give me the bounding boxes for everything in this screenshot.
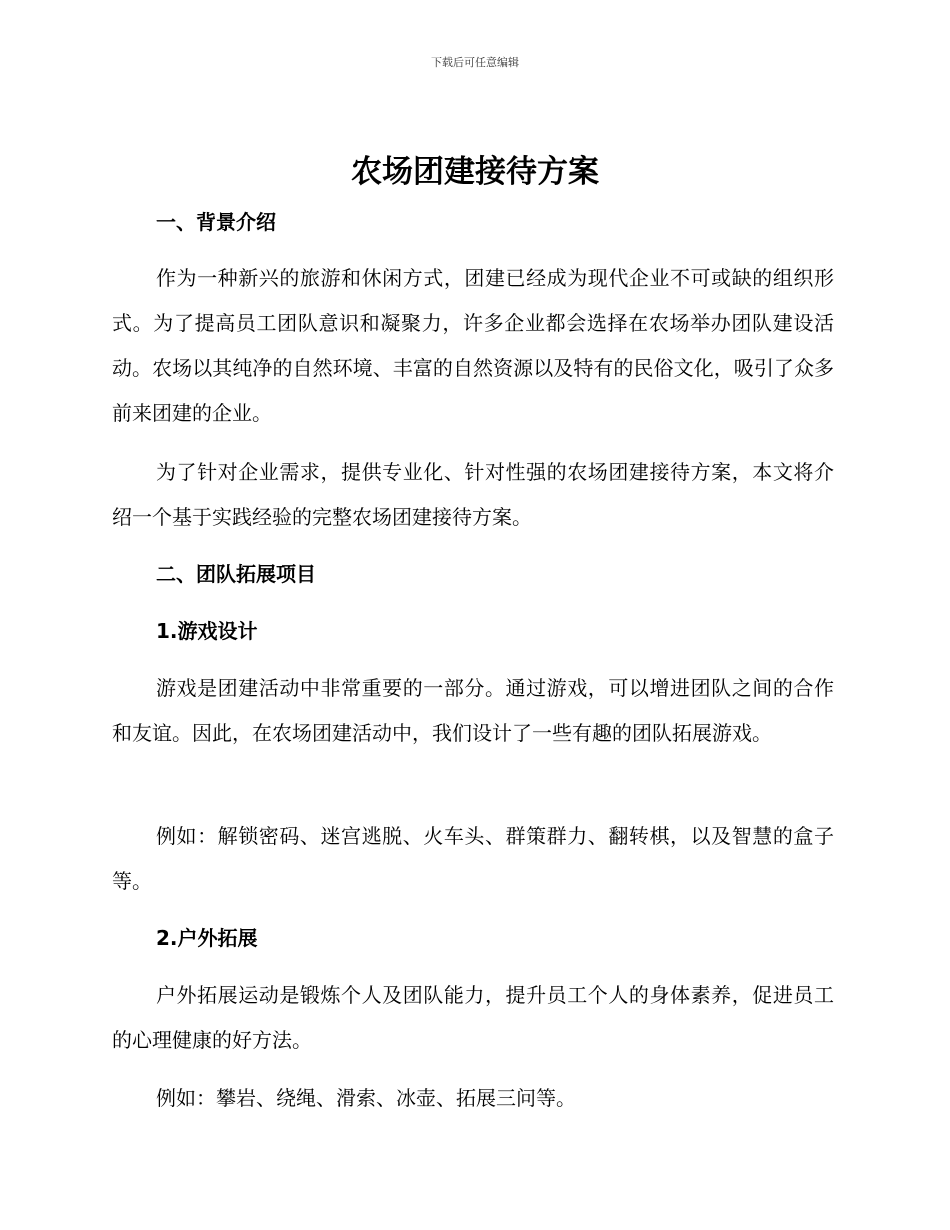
document-title: 农场团建接待方案: [351, 154, 599, 190]
paragraph-outdoor-examples: 例如：攀岩、绕绳、滑索、冰壶、拓展三问等。: [156, 1086, 576, 1110]
paragraph-game-design-examples: 例如：解锁密码、迷宫逃脱、火车头、群策群力、翻转棋，以及智慧的盒子等。: [112, 824, 834, 893]
page-header-note: 下载后可任意编辑: [431, 56, 519, 69]
paragraph-outdoor-1: 户外拓展运动是锻炼个人及团队能力，提升员工个人的身体素养，促进员工的心理健康的好方法。: [112, 983, 834, 1052]
subsection-heading-game-design: 1.游戏设计: [156, 619, 258, 643]
section-heading-team-projects: 二、团队拓展项目: [156, 562, 316, 586]
subsection-heading-outdoor: 2.户外拓展: [156, 926, 258, 950]
paragraph-background-1: 作为一种新兴的旅游和休闲方式，团建已经成为现代企业不可或缺的组织形式。为了提高员工团队意识和凝聚力，许多企业都会选择在农场举办团队建设活动。农场以其纯净的自然环境、丰富的自然资源以及特有的民俗文化，吸引了众多前来团建的企业。: [112, 266, 834, 425]
paragraph-game-design-1: 游戏是团建活动中非常重要的一部分。通过游戏，可以增进团队之间的合作和友谊。因此，在农场团建活动中，我们设计了一些有趣的团队拓展游戏。: [112, 676, 834, 745]
paragraph-background-2: 为了针对企业需求，提供专业化、针对性强的农场团建接待方案，本文将介绍一个基于实践经验的完整农场团建接待方案。: [112, 460, 834, 529]
section-heading-background: 一、背景介绍: [156, 210, 276, 234]
